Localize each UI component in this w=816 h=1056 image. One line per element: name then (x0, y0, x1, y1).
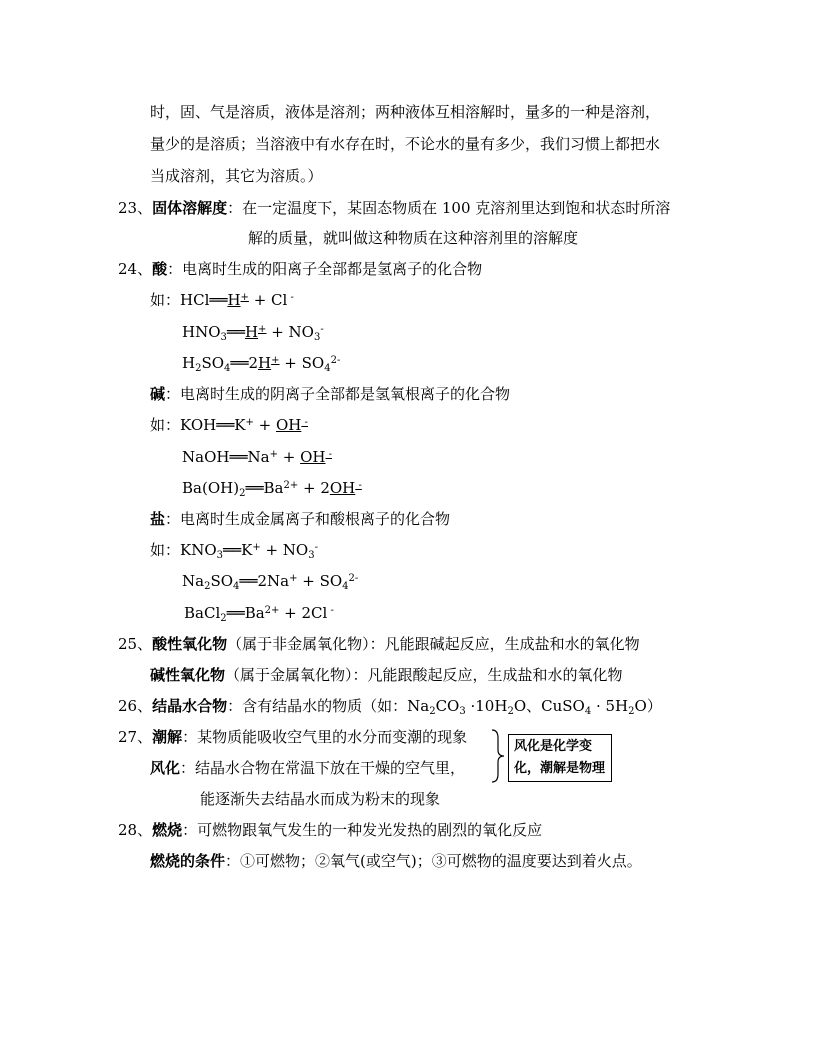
eq-ion: Ba (263, 479, 284, 497)
eq-subscript: 4 (224, 363, 231, 374)
formula-part: · 5H (591, 697, 629, 715)
eq-lhs: KOH (180, 416, 217, 434)
eq-plus: + 2 (298, 479, 330, 497)
definition: ：①可燃物；②氧气(或空气)；③可燃物的温度要达到着火点。 (225, 852, 642, 870)
eq-sign: ══ (223, 541, 242, 559)
eq-charge: + (289, 573, 298, 584)
right-brace-icon (490, 728, 506, 784)
eq-sign: ══ (209, 291, 228, 309)
eq-lhs: Na (182, 572, 205, 590)
eq-subscript: 3 (308, 550, 315, 561)
eq-sign: ══ (226, 323, 245, 341)
eq-subscript: 3 (220, 332, 227, 343)
eq-charge: + (252, 542, 261, 553)
example-label: 如： (150, 416, 181, 434)
eq-ion: + NO (260, 541, 309, 559)
eq-sign: ══ (239, 572, 258, 590)
definition: ：可燃物跟氧气发生的一种发光发热的剧烈的氧化反应 (182, 821, 543, 839)
item-27-deliquescence (118, 727, 467, 747)
eq-ion: + 2Cl (279, 604, 328, 622)
item-25-acidic-oxide (118, 634, 640, 654)
term-solubility: 固体溶解度 (152, 199, 228, 217)
eq-subscript: 3 (313, 332, 321, 343)
definition: （属于非金属氧化物）：凡能跟碱起反应，生成盐和水的氧化物 (227, 635, 640, 653)
item-24-acid (118, 259, 482, 279)
acid-eq-1 (150, 290, 294, 310)
eq-lhs: BaCl (184, 604, 221, 622)
eq-ion: + SO (297, 572, 343, 590)
salt-eq-1 (150, 540, 318, 560)
eq-sign: ══ (226, 604, 245, 622)
item-number: 26、 (118, 697, 153, 715)
eq-ion: Na (247, 448, 270, 466)
definition: ：含有结晶水的物质（如：Na (227, 697, 430, 715)
intro-line-3: 当成溶剂，其它为溶质。） (150, 167, 323, 185)
eq-ion: + SO (279, 354, 325, 372)
term-combustion-conditions: 燃烧的条件 (150, 852, 226, 870)
item-number: 28、 (118, 821, 153, 839)
eq-sign: ══ (245, 479, 264, 497)
example-label: 如： (150, 541, 181, 559)
eq-charge: 2- (348, 573, 359, 584)
item-27-line-3: 能逐渐失去结晶水而成为粉末的现象 (200, 790, 441, 808)
term-hydrate: 结晶水合物 (152, 697, 228, 715)
eq-ion: 2Na (257, 572, 290, 590)
eq-subscript: 2 (195, 363, 202, 374)
intro-line-1: 时，固、气是溶质，液体是溶剂；两种液体互相溶解时，量多的一种是溶剂， (150, 103, 661, 121)
eq-ion: OH (300, 448, 326, 466)
term-efflorescence: 风化 (150, 759, 181, 777)
acid-eq-3 (182, 353, 340, 373)
eq-charge: 2+ (264, 605, 280, 616)
item-number: 25、 (118, 635, 153, 653)
eq-ion: H (258, 354, 272, 372)
item-23 (118, 198, 670, 218)
formula-subscript: 3 (459, 706, 466, 717)
item-25-basic-oxide (150, 665, 623, 685)
salt-eq-2 (182, 571, 358, 591)
eq-lhs: H (182, 354, 196, 372)
eq-charge: + (269, 449, 278, 460)
eq-ion: H (244, 323, 259, 341)
eq-charge: - (314, 542, 318, 553)
formula-subscript: 4 (584, 706, 592, 717)
item-28-conditions (150, 851, 642, 871)
eq-ion: H (227, 291, 241, 309)
salt-eq-3 (184, 603, 334, 623)
formula-part: O、CuSO (513, 697, 585, 715)
eq-charge: - (301, 417, 308, 428)
item-24-salt (150, 509, 450, 529)
example-label: 如： (150, 291, 181, 309)
eq-subscript: 2 (220, 613, 227, 624)
eq-sign: ══ (229, 448, 248, 466)
item-24-base (150, 384, 510, 404)
base-eq-1 (150, 415, 308, 435)
item-23-line-2: 解的质量，就叫做这种物质在这种溶剂里的溶解度 (248, 229, 579, 247)
eq-plus: + (253, 416, 276, 434)
term-acid: 酸 (152, 260, 168, 278)
eq-charge: 2- (330, 355, 341, 366)
eq-charge: + (271, 355, 280, 366)
eq-ion: + Cl (248, 291, 288, 309)
eq-lhs: SO (210, 572, 234, 590)
term-basic-oxide: 碱性氧化物 (150, 666, 226, 684)
eq-subscript: 4 (233, 581, 240, 592)
eq-lhs: SO (201, 354, 225, 372)
eq-ion: K (241, 541, 253, 559)
item-27-efflorescence (150, 758, 465, 778)
item-number: 23、 (118, 199, 153, 217)
term-acidic-oxide: 酸性氧化物 (152, 635, 228, 653)
eq-charge: + (245, 417, 254, 428)
eq-coef: 2 (248, 354, 259, 372)
eq-charge: + (258, 324, 267, 335)
definition: ：结晶水合物在常温下放在干燥的空气里， (180, 759, 466, 777)
item-number: 27、 (118, 728, 153, 746)
eq-charge: - (325, 449, 333, 460)
eq-subscript: 2 (204, 581, 211, 592)
term-base: 碱 (150, 385, 166, 403)
formula-subscript: 2 (628, 706, 635, 717)
eq-charge: 2+ (283, 480, 299, 491)
eq-sign: ══ (230, 354, 249, 372)
definition: ：某物质能吸收空气里的水分而变潮的现象 (182, 728, 468, 746)
acid-eq-2 (182, 322, 324, 342)
eq-subscript: 3 (216, 550, 224, 561)
base-eq-3 (182, 478, 362, 498)
term-salt: 盐 (150, 510, 166, 528)
term-combustion: 燃烧 (152, 821, 183, 839)
formula-part: O） (634, 697, 662, 715)
note-box: 风化是化学变化，潮解是物理 (508, 734, 612, 782)
term-deliquescence: 潮解 (152, 728, 183, 746)
eq-charge: + (240, 292, 249, 303)
definition: （属于金属氧化物）：凡能跟酸起反应，生成盐和水的氧化物 (225, 666, 623, 684)
eq-charge: - (287, 292, 294, 303)
eq-lhs: NaOH (182, 448, 230, 466)
eq-ion: Ba (244, 604, 265, 622)
eq-charge: - (355, 480, 362, 491)
formula-part: CO (435, 697, 460, 715)
eq-plus: + (277, 448, 301, 466)
eq-lhs: Ba(OH) (182, 479, 240, 497)
base-eq-2 (182, 447, 332, 467)
eq-subscript: 2 (239, 488, 246, 499)
definition: ：电离时生成的阴离子全部都是氢氧根离子的化合物 (165, 385, 511, 403)
formula-part: ·10H (465, 697, 508, 715)
eq-ion: OH (329, 479, 356, 497)
formula-subscript: 2 (507, 706, 514, 717)
eq-sign: ══ (216, 416, 235, 434)
eq-lhs: KNO (180, 541, 217, 559)
eq-charge: - (320, 324, 324, 335)
intro-line-2: 量少的是溶质；当溶液中有水存在时，不论水的量有多少，我们习惯上都把水 (150, 135, 661, 153)
eq-ion: K (234, 416, 246, 434)
item-26 (118, 696, 662, 716)
item-28 (118, 820, 542, 840)
eq-lhs: HNO (182, 323, 221, 341)
eq-charge: - (327, 605, 334, 616)
formula-subscript: 2 (429, 706, 436, 717)
item-number: 24、 (118, 260, 153, 278)
eq-subscript: 4 (342, 581, 349, 592)
definition: ：在一定温度下，某固态物质在 100 克溶剂里达到饱和状态时所溶 (227, 199, 671, 217)
eq-ion: OH (275, 416, 302, 434)
eq-subscript: 4 (324, 363, 331, 374)
definition: ：电离时生成金属离子和酸根离子的化合物 (165, 510, 451, 528)
eq-lhs: HCl (180, 291, 210, 309)
definition: ：电离时生成的阳离子全部都是氢离子的化合物 (167, 260, 483, 278)
eq-ion: + NO (266, 323, 314, 341)
